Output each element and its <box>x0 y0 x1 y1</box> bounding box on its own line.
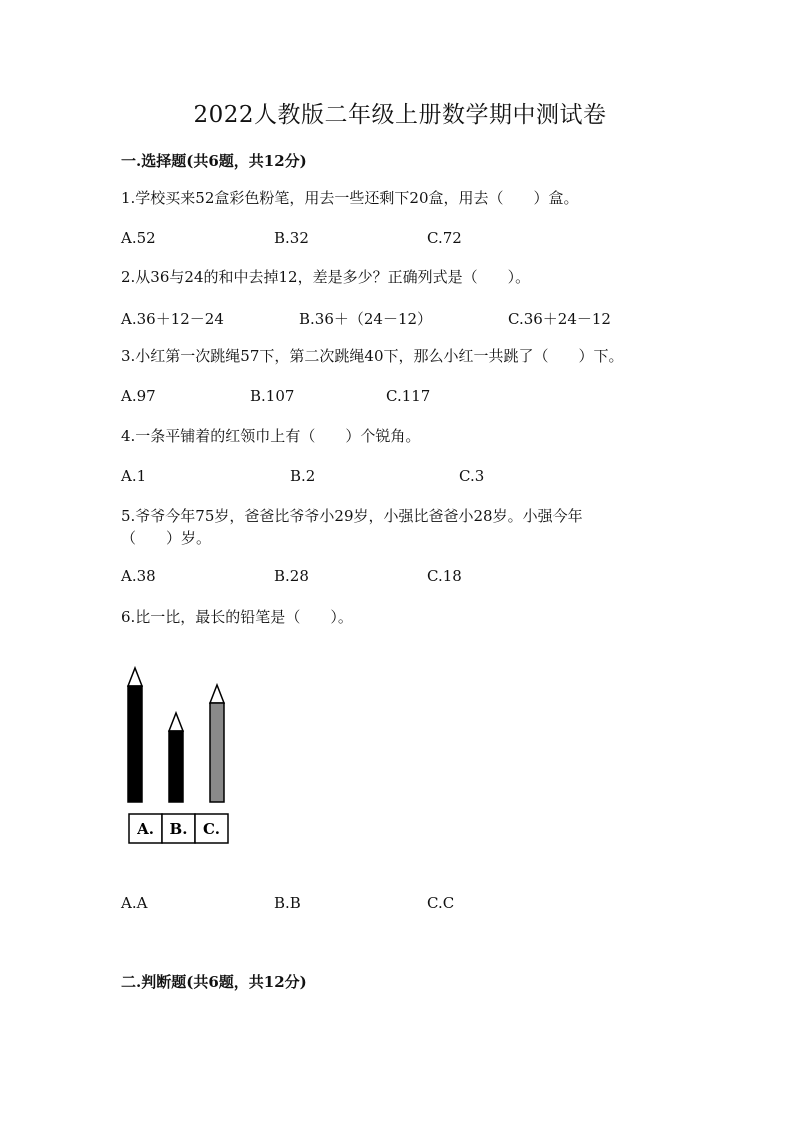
pencil-a <box>128 668 142 802</box>
q1-option-b[interactable]: B.32 <box>274 229 309 247</box>
question-1: 1.学校买来52盒彩色粉笔，用去一些还剩下20盒，用去（ ）盒。 <box>121 189 579 207</box>
q6-option-b[interactable]: B.B <box>274 894 301 912</box>
pencil-b <box>169 713 183 802</box>
q4-option-c[interactable]: C.3 <box>459 467 485 485</box>
question-2: 2.从36与24的和中去掉12，差是多少？正确列式是（ ）。 <box>121 268 531 286</box>
q2-option-c[interactable]: C.36＋24－12 <box>508 310 611 328</box>
q1-option-c[interactable]: C.72 <box>427 229 462 247</box>
q5-option-a[interactable]: A.38 <box>121 567 156 585</box>
page-title: 2022人教版二年级上册数学期中测试卷 <box>193 102 607 128</box>
question-6: 6.比一比，最长的铅笔是（ ）。 <box>121 608 353 626</box>
q3-option-c[interactable]: C.117 <box>386 387 431 405</box>
section-heading-judgment: 二.判断题(共6题，共12分) <box>121 973 307 991</box>
q4-option-a[interactable]: A.1 <box>121 467 147 485</box>
q3-option-b[interactable]: B.107 <box>250 387 295 405</box>
q6-option-c[interactable]: C.C <box>427 894 455 912</box>
question-4: 4.一条平铺着的红领巾上有（ ）个锐角。 <box>121 427 421 445</box>
q2-option-b[interactable]: B.36＋（24－12） <box>299 310 433 328</box>
q3-option-a[interactable]: A.97 <box>121 387 156 405</box>
question-5-line-1: 5.爷爷今年75岁，爸爸比爷爷小29岁，小强比爸爸小28岁。小强今年 <box>121 507 583 525</box>
q6-option-a[interactable]: A.A <box>121 894 148 912</box>
q5-option-b[interactable]: B.28 <box>274 567 309 585</box>
q5-option-c[interactable]: C.18 <box>427 567 462 585</box>
q2-option-a[interactable]: A.36＋12－24 <box>121 310 224 328</box>
pencil-c <box>210 685 224 802</box>
question-5-line-2: （ ）岁。 <box>121 529 212 547</box>
figure-label-b: B. <box>169 820 188 838</box>
section-heading-choice: 一.选择题(共6题，共12分) <box>121 152 307 170</box>
figure-label-c: C. <box>203 820 220 838</box>
q4-option-b[interactable]: B.2 <box>290 467 316 485</box>
question-3: 3.小红第一次跳绳57下，第二次跳绳40下，那么小红一共跳了（ ）下。 <box>121 347 624 365</box>
q1-option-a[interactable]: A.52 <box>121 229 156 247</box>
figure-label-a: A. <box>137 820 154 838</box>
pencils-figure <box>118 664 248 854</box>
